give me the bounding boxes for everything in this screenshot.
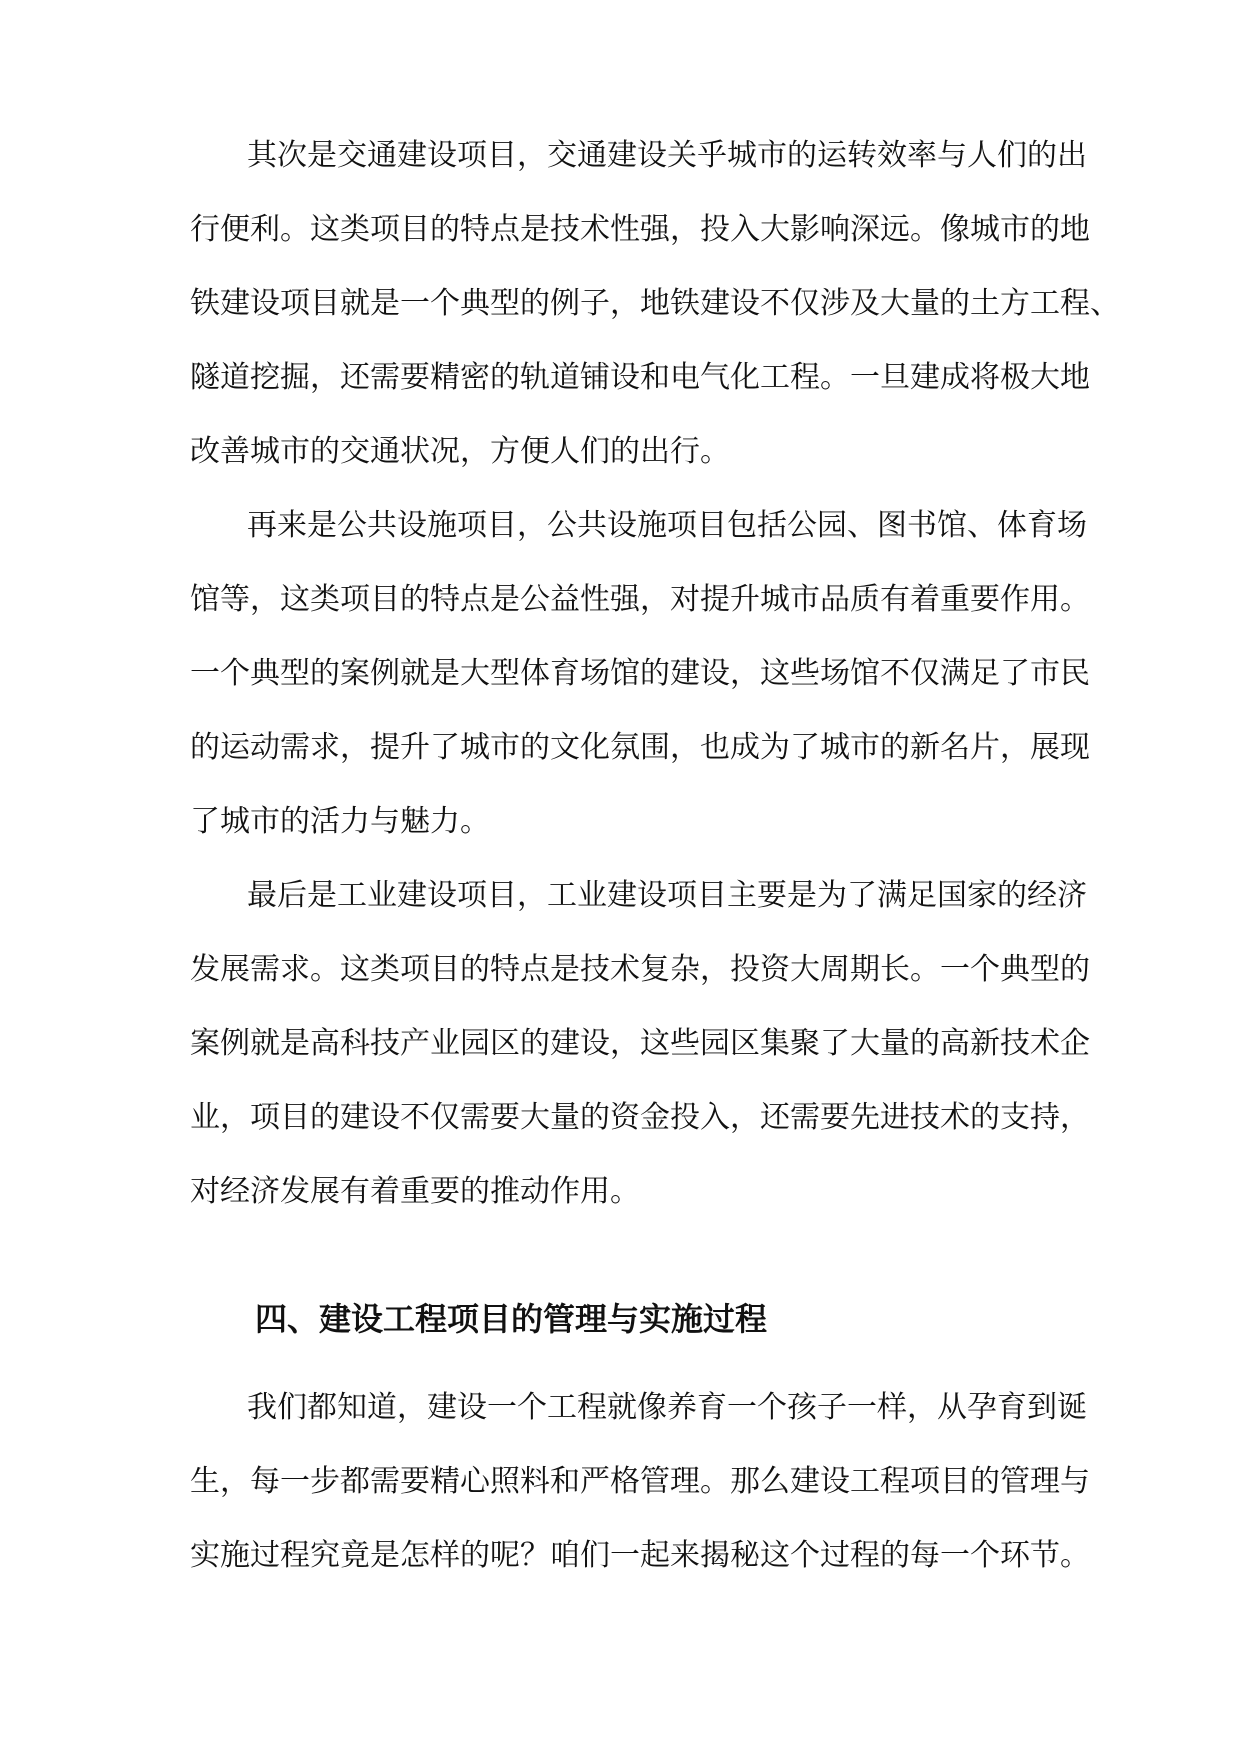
paragraph-1-line-2: 行便利。这类项目的特点是技术性强，投入大影响深远。像城市的地 [190, 212, 1090, 247]
paragraph-3-line-3: 案例就是高科技产业园区的建设，这些园区集聚了大量的高新技术企 [190, 1026, 1090, 1061]
paragraph-1-line-4: 隧道挖掘，还需要精密的轨道铺设和电气化工程。一旦建成将极大地 [190, 360, 1090, 395]
section-paragraph-line-3: 实施过程究竟是怎样的呢？咱们一起来揭秘这个过程的每一个环节。 [190, 1538, 1090, 1573]
paragraph-2-line-4: 的运动需求，提升了城市的文化氛围，也成为了城市的新名片，展现 [190, 730, 1090, 765]
section-heading: 四、建设工程项目的管理与实施过程 [255, 1300, 768, 1338]
paragraph-2-line-1: 再来是公共设施项目，公共设施项目包括公园、图书馆、体育场 [247, 508, 1087, 543]
paragraph-3-line-1: 最后是工业建设项目，工业建设项目主要是为了满足国家的经济 [247, 878, 1087, 913]
paragraph-3-line-2: 发展需求。这类项目的特点是技术复杂，投资大周期长。一个典型的 [190, 952, 1090, 987]
paragraph-1-line-5: 改善城市的交通状况，方便人们的出行。 [190, 434, 730, 469]
section-paragraph-line-2: 生，每一步都需要精心照料和严格管理。那么建设工程项目的管理与 [190, 1464, 1090, 1499]
paragraph-2-line-2: 馆等，这类项目的特点是公益性强，对提升城市品质有着重要作用。 [190, 582, 1090, 617]
paragraph-2-line-5: 了城市的活力与魅力。 [190, 804, 490, 839]
section-paragraph-line-1: 我们都知道，建设一个工程就像养育一个孩子一样，从孕育到诞 [247, 1390, 1087, 1425]
paragraph-1-line-3: 铁建设项目就是一个典型的例子，地铁建设不仅涉及大量的土方工程、 [190, 286, 1120, 321]
paragraph-1-line-1: 其次是交通建设项目，交通建设关乎城市的运转效率与人们的出 [247, 138, 1087, 173]
paragraph-3-line-5: 对经济发展有着重要的推动作用。 [190, 1174, 640, 1209]
paragraph-3-line-4: 业，项目的建设不仅需要大量的资金投入，还需要先进技术的支持， [190, 1100, 1090, 1135]
paragraph-2-line-3: 一个典型的案例就是大型体育场馆的建设，这些场馆不仅满足了市民 [190, 656, 1090, 691]
